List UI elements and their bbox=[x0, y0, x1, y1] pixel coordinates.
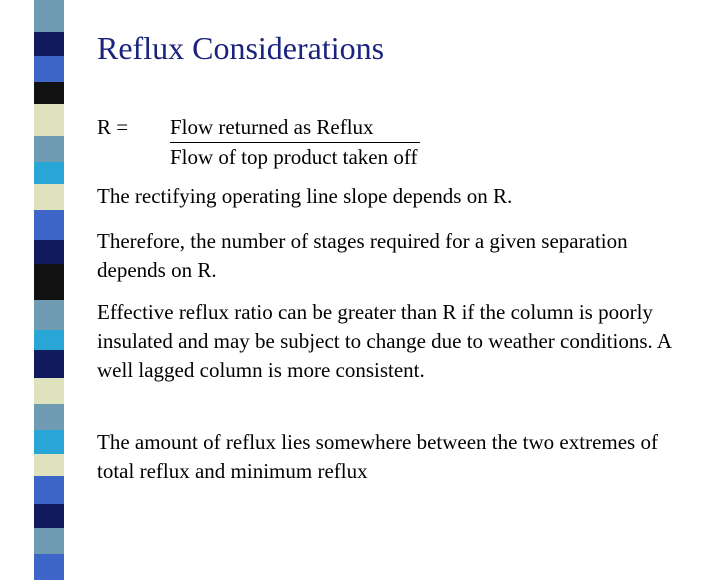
stripe-segment bbox=[34, 454, 64, 476]
stripe-segment bbox=[34, 350, 64, 378]
stripe-segment bbox=[34, 330, 64, 350]
paragraph: Therefore, the number of stages required for a given separation depends on R. bbox=[97, 229, 628, 282]
stripe-segment bbox=[34, 0, 64, 32]
stripe-segment bbox=[34, 240, 64, 264]
slide-title: Reflux Considerations bbox=[97, 30, 385, 66]
stripe-segment bbox=[34, 162, 64, 184]
equation-denominator: Flow of top product taken off bbox=[170, 145, 418, 169]
decorative-stripe bbox=[34, 0, 64, 540]
stripe-segment bbox=[34, 136, 64, 162]
stripe-segment bbox=[34, 504, 64, 528]
equation-fraction bbox=[170, 113, 420, 172]
stripe-segment bbox=[34, 430, 64, 454]
stripe-segment bbox=[34, 32, 64, 56]
stripe-segment bbox=[34, 82, 64, 104]
stripe-segment bbox=[34, 404, 64, 430]
stripe-segment bbox=[34, 378, 64, 404]
stripe-segment bbox=[34, 210, 64, 240]
paragraph: The amount of reflux lies somewhere between the two extremes of total reflux and minimum reflux bbox=[97, 430, 658, 483]
stripe-segment bbox=[34, 300, 64, 330]
equation-lhs: R = bbox=[97, 115, 129, 139]
stripe-segment bbox=[34, 476, 64, 504]
paragraph: Effective reflux ratio can be greater than R if the column is poorly insulated and may be subject to change due to weather conditions. A well lagged column is more consistent. bbox=[97, 300, 671, 382]
paragraph: The rectifying operating line slope depends on R. bbox=[97, 184, 513, 208]
equation-numerator: Flow returned as Reflux bbox=[170, 113, 420, 143]
stripe-segment bbox=[34, 528, 64, 554]
stripe-segment bbox=[34, 264, 64, 300]
stripe-segment bbox=[34, 554, 64, 580]
stripe-segment bbox=[34, 184, 64, 210]
stripe-segment bbox=[34, 104, 64, 136]
stripe-segment bbox=[34, 56, 64, 82]
